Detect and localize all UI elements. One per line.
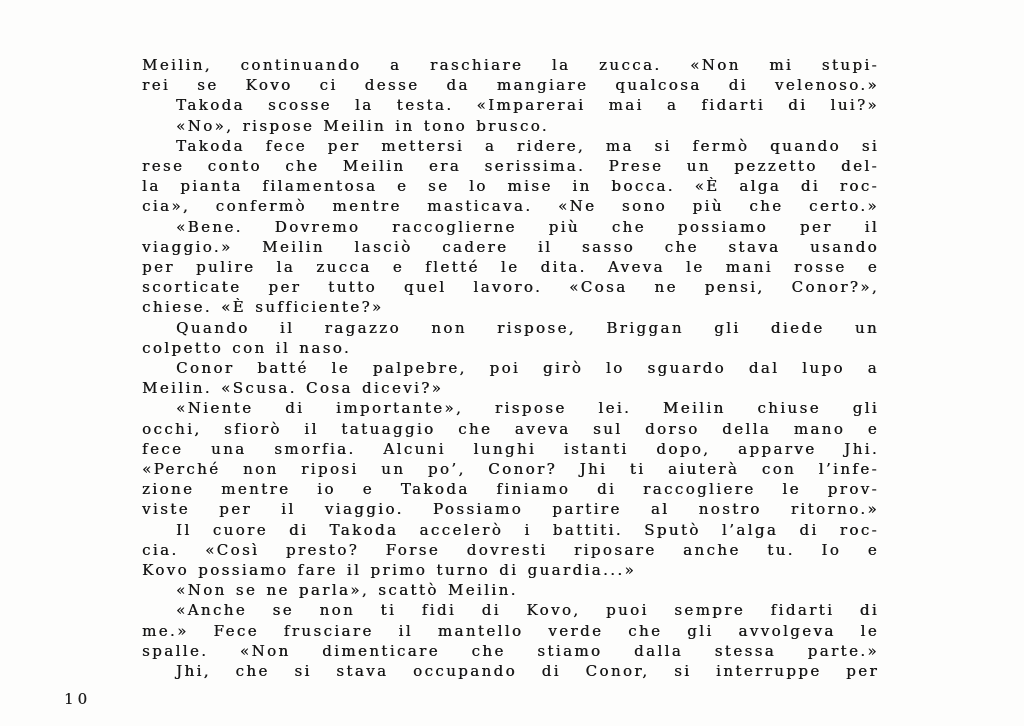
text-line: «Perché non riposi un po’, Conor? Jhi ti aiuterà con l’infe- (142, 460, 879, 479)
text-line: la pianta filamentosa e se lo mise in bocca. «È alga di roc- (142, 177, 879, 196)
text-line: Il cuore di Takoda accelerò i battiti. Sputò l’alga di roc- (176, 520, 879, 539)
text-line: rese conto che Meilin era serissima. Prese un pezzetto del- (142, 157, 879, 176)
text-line: «Anche se non ti fidi di Kovo, puoi sempre fidarti di (176, 601, 879, 620)
text-line: fece una smorfia. Alcuni lunghi istanti dopo, apparve Jhi. (142, 439, 879, 458)
text-line: Quando il ragazzo non rispose, Briggan gli diede un (176, 318, 879, 337)
text-line: Meilin, continuando a raschiare la zucca. «Non mi stupi- (142, 56, 879, 74)
text-line: «Niente di importante», rispose lei. Meilin chiuse gli (176, 399, 879, 418)
text-line: cia. «Così presto? Forse dovresti riposare anche tu. Io e (142, 540, 879, 559)
text-line: «Non se ne parla», scattò Meilin. (176, 581, 518, 600)
text-line: Meilin. «Scusa. Cosa dicevi?» (142, 379, 444, 398)
text-line: per pulire la zucca e fletté le dita. Aveva le mani rosse e (142, 258, 879, 277)
text-line: Kovo possiamo fare il primo turno di guardia...» (142, 561, 637, 580)
text-line: spalle. «Non dimenticare che stiamo dalla stessa parte.» (142, 641, 879, 660)
text-line: «No», rispose Meilin in tono brusco. (176, 116, 549, 135)
page-number: 10 (64, 690, 92, 708)
text-line: chiese. «È sufficiente?» (142, 298, 384, 317)
text-line: zione mentre io e Takoda finiamo di raccogliere le prov- (142, 480, 879, 499)
text-line: Conor batté le palpebre, poi girò lo sguardo dal lupo a (176, 359, 879, 378)
page-text (142, 55, 879, 681)
text-line: occhi, sfiorò il tatuaggio che aveva sul dorso della mano e (142, 419, 879, 438)
text-line: viaggio.» Meilin lasciò cadere il sasso che stava usando (142, 237, 879, 256)
text-line: colpetto con il naso. (142, 338, 352, 357)
text-line: Takoda scosse la testa. «Imparerai mai a fidarti di lui?» (176, 96, 879, 115)
text-line: «Bene. Dovremo raccoglierne più che possiamo per il (176, 217, 879, 236)
text-line: viste per il viaggio. Possiamo partire al nostro ritorno.» (142, 500, 879, 519)
text-line: me.» Fece frusciare il mantello verde che gli avvolgeva le (142, 621, 879, 640)
text-line: rei se Kovo ci desse da mangiare qualcosa di velenoso.» (142, 76, 879, 95)
text-line: scorticate per tutto quel lavoro. «Cosa ne pensi, Conor?», (142, 278, 879, 297)
text-line: cia», confermò mentre masticava. «Ne sono più che certo.» (142, 197, 879, 216)
text-line: Takoda fece per mettersi a ridere, ma si fermò quando si (176, 136, 879, 155)
text-line: Jhi, che si stava occupando di Conor, si interruppe per (176, 662, 879, 681)
